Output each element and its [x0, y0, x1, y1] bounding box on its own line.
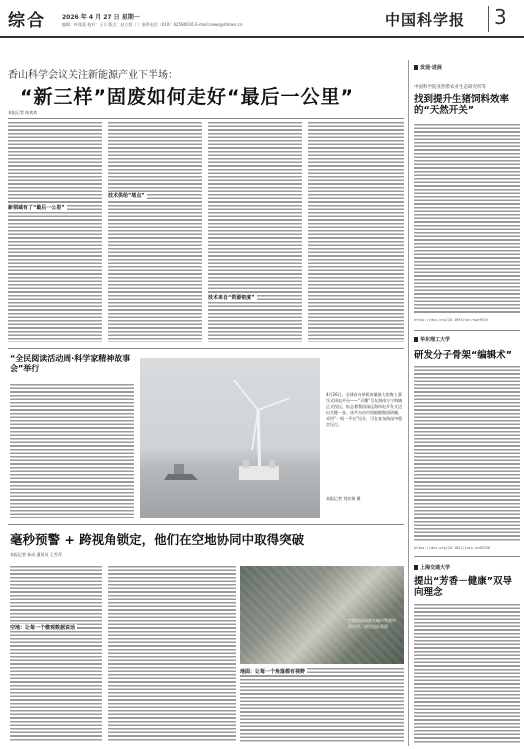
lead-subhead-2: 技术供给“堵点” [108, 193, 145, 199]
right-url-1: https://doi.org/10.1093/nsr/nwaf076 [414, 318, 488, 322]
photo-credit: 本报记者 刘宏瑞 摄 [326, 496, 361, 501]
right-title-1: 找到提升生猪饲料效率的“天然开关” [414, 94, 510, 116]
second-rule [8, 524, 404, 525]
wind-turbine-icon [140, 358, 320, 518]
culture-body [10, 384, 134, 518]
right-tag-3: 上海交通大学 [414, 564, 450, 571]
lead-column-4 [308, 122, 404, 342]
lead-rule [8, 118, 404, 119]
second-byline: 本报记者 孙成 通讯员 王雪萍 [10, 552, 62, 557]
second-column-3 [240, 668, 404, 742]
offshore-wind-photo [140, 358, 320, 518]
issue-date: 2026 年 4 月 27 日 星期一 [62, 14, 140, 21]
second-column-2 [108, 566, 236, 742]
editor-contact: 编辑：叶铭熹 校对：王方 版式：赵立程（ ）联系电话（010）62580616 E-mail:news@stimes.cn [62, 22, 243, 27]
right-title-3: 提出“芳香－健康”双导向理念 [414, 576, 512, 598]
right-body-3 [414, 604, 520, 744]
right-tag-2: 华东理工大学 [414, 336, 450, 343]
right-column-divider [408, 60, 409, 746]
newspaper-masthead: 中国科学报 [385, 11, 466, 29]
right-body-2 [414, 366, 520, 542]
second-headline: 毫秒预警 + 跨视角锁定，他们在空地协同中取得突破 [10, 532, 305, 547]
lead-subhead: 香山科学会议关注新能源产业下半场： [8, 70, 178, 81]
lead-byline: 本报记者 陈欢欢 [8, 110, 38, 115]
right-kicker-1: 中国科学院亚热带农业生态研究所等 [414, 85, 486, 90]
culture-rule [8, 348, 404, 349]
lead-column-2 [108, 122, 202, 342]
culture-headline: “全民阅读活动周·科学家精神故事会”举行 [10, 354, 131, 373]
page-number: 3 [494, 5, 507, 29]
header-rule [0, 36, 524, 38]
second-subhead-2: 地面：让每一个角落都有视野 [240, 669, 306, 675]
header-divider [488, 6, 489, 32]
page-header [0, 0, 524, 36]
photo-caption: 4月26日，全球首台单机容量最大的海上漂浮式风电平台——“天鹰”号在海南万宁海域正式投运，标志着我国深远海风电开发又迈出关键一步。该平台由中国船舶集团研制，采用“一机一平台”设计，可在复杂海况中稳定运行。 [326, 392, 403, 427]
right-rule-1 [414, 330, 520, 331]
second-column-1 [10, 566, 102, 742]
lead-subhead-1: 新领域有了“最后一公里” [8, 205, 65, 211]
lead-subhead-3: 技术来自“资源密度” [208, 295, 255, 301]
lead-headline: “新三样”固废如何走好“最后一公里” [20, 86, 354, 108]
lead-column-3 [208, 122, 302, 342]
aerial-caption: 空地协同成果在城市管理中的应用。研究团队供图 [348, 618, 396, 629]
lead-column-1 [8, 122, 102, 342]
second-subhead-1: 空地：让每一个微观数据说话 [10, 625, 76, 631]
right-body-1 [414, 124, 520, 314]
aerial-photo [240, 566, 404, 664]
right-title-2: 研发分子骨架“编辑术” [414, 350, 512, 361]
section-name: 综合 [8, 11, 46, 31]
right-rule-2 [414, 556, 520, 557]
right-tag-1: 发现·进展 [414, 64, 442, 71]
right-url-2: https://doi.org/10.1021/jacs.4c02936 [414, 546, 490, 550]
